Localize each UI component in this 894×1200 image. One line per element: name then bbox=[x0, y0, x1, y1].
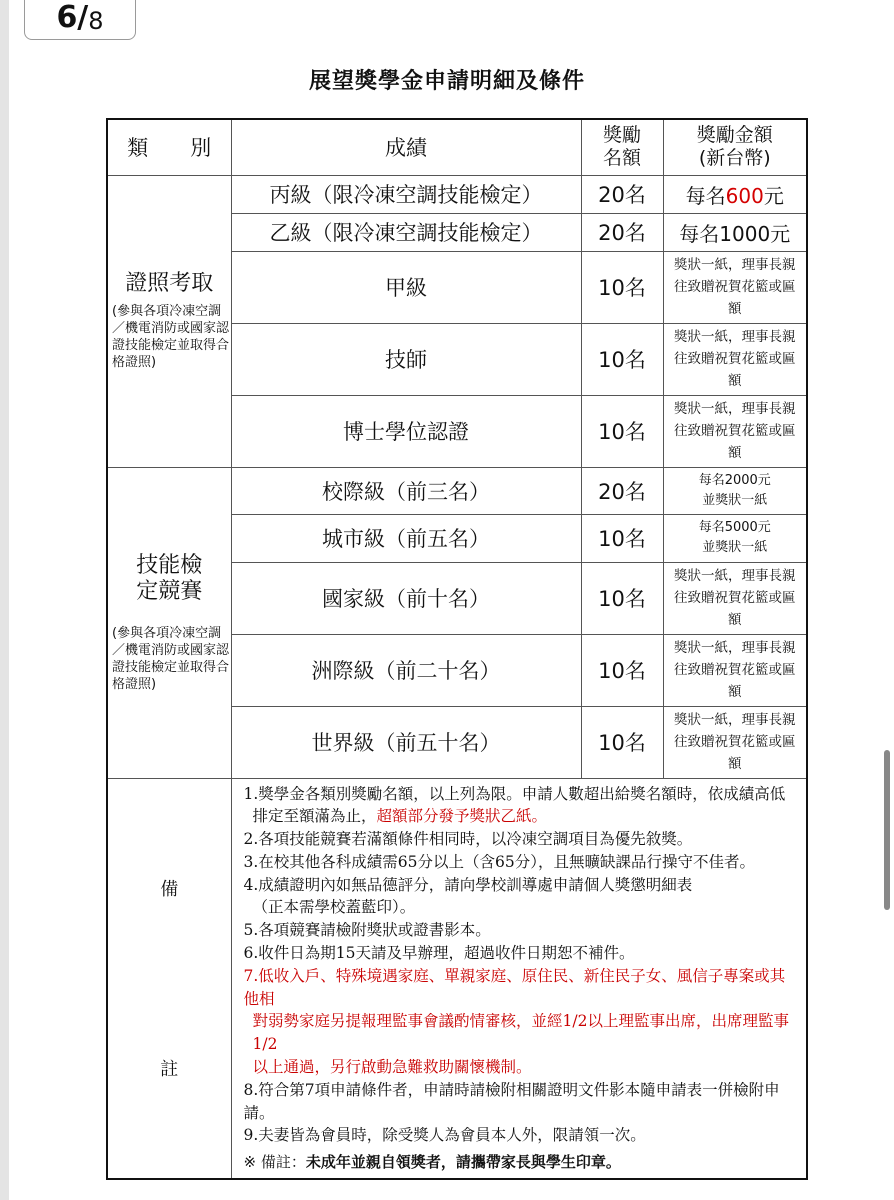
quota-cell: 10名 bbox=[581, 562, 663, 634]
remark-4b: （正本需學校蓋藍印）。 bbox=[252, 898, 416, 917]
category-name: 技能檢定競賽 bbox=[136, 552, 203, 604]
amount-cell: 獎狀一紙，理事長親 往致贈祝賀花籃或匾 額 bbox=[663, 395, 807, 467]
quota-cell: 10名 bbox=[581, 706, 663, 778]
remark-7c: 以上通過，另行啟動急難救助關懷機制。 bbox=[252, 1058, 532, 1077]
header-amount: 獎勵金額 (新台幣) bbox=[663, 119, 807, 175]
quota-cell: 10名 bbox=[581, 395, 663, 467]
category-note: (參與各項冷凍空調／機電消防或國家認證技能檢定並取得合格證照) bbox=[112, 625, 230, 692]
total-pages: 8 bbox=[88, 7, 104, 35]
amount-cell: 每名5000元 並獎狀一紙 bbox=[663, 514, 807, 562]
table-header-row bbox=[107, 119, 807, 175]
remark-4a: 4.成績證明內如無品德評分，請向學校訓導處申請個人獎懲明細表 bbox=[243, 875, 693, 894]
amount-cell: 獎狀一紙，理事長親 往致贈祝賀花籃或匾 額 bbox=[663, 562, 807, 634]
grade-cell: 城市級（前五名） bbox=[231, 514, 581, 562]
viewer-left-edge bbox=[0, 0, 9, 1200]
header-grade: 成績 bbox=[231, 119, 581, 175]
category-cell-competition bbox=[107, 467, 231, 778]
remark-1b: 排定至額滿為止，超額部分發予獎狀乙紙。 bbox=[252, 807, 548, 826]
scholarship-table bbox=[106, 118, 808, 1180]
remark-8: 8.符合第7項申請條件者，申請時請檢附相關證明文件影本隨申請表一併檢附申請。 bbox=[243, 1080, 780, 1122]
grade-cell: 甲級 bbox=[231, 251, 581, 323]
document-title: 展望獎學金申請明細及條件 bbox=[308, 69, 585, 94]
remarks-row bbox=[107, 778, 807, 1179]
grade-cell: 校際級（前三名） bbox=[231, 467, 581, 514]
header-category: 類 別 bbox=[107, 119, 231, 175]
remark-final: ※ 備註：未成年並親自領獎者，請攜帶家長與學生印章。 bbox=[243, 1153, 621, 1172]
category-cell-license bbox=[107, 175, 231, 467]
grade-cell: 乙級（限冷凍空調技能檢定） bbox=[231, 213, 581, 251]
amount-cell: 獎狀一紙，理事長親 往致贈祝賀花籃或匾 額 bbox=[663, 323, 807, 395]
category-name: 證照考取 bbox=[125, 271, 214, 296]
grade-cell: 世界級（前五十名） bbox=[231, 706, 581, 778]
remark-3: 3.在校其他各科成績需65分以上（含65分），且無曠缺課品行操守不佳者。 bbox=[243, 852, 755, 871]
remark-9: 9.夫妻皆為會員時，除受獎人為會員本人外，限請領一次。 bbox=[243, 1126, 646, 1145]
quota-cell: 20名 bbox=[581, 467, 663, 514]
grade-cell: 丙級（限冷凍空調技能檢定） bbox=[231, 175, 581, 213]
amount-cell: 每名2000元 並獎狀一紙 bbox=[663, 467, 807, 514]
remarks-label-2: 註 bbox=[160, 1059, 179, 1081]
table-row bbox=[107, 467, 807, 514]
grade-cell: 技師 bbox=[231, 323, 581, 395]
remark-7a: 7.低收入戶、特殊境遇家庭、單親家庭、原住民、新住民子女、風信子專案或其他相 bbox=[243, 966, 786, 1008]
amount-cell: 每名1000元 bbox=[663, 213, 807, 251]
quota-cell: 20名 bbox=[581, 175, 663, 213]
remark-2: 2.各項技能競賽若滿額條件相同時，以冷凍空調項目為優先敘獎。 bbox=[243, 830, 693, 849]
remark-1a: 1.獎學金各類別獎勵名額，以上列為限。申請人數超出給獎名額時，依成績高低 bbox=[243, 784, 786, 803]
remark-6: 6.收件日為期15天請及早辦理，超過收件日期恕不補件。 bbox=[243, 944, 635, 963]
header-quota: 獎勵 名額 bbox=[581, 119, 663, 175]
grade-cell: 國家級（前十名） bbox=[231, 562, 581, 634]
category-note: (參與各項冷凍空調／機電消防或國家認證技能檢定並取得合格證照) bbox=[112, 304, 230, 370]
remark-5: 5.各項競賽請檢附獎狀或證書影本。 bbox=[243, 921, 491, 940]
amount-cell: 獎狀一紙，理事長親 往致贈祝賀花籃或匾 額 bbox=[663, 634, 807, 706]
quota-cell: 10名 bbox=[581, 251, 663, 323]
current-page: 6/ bbox=[56, 0, 89, 35]
page-indicator[interactable] bbox=[24, 0, 136, 40]
remarks-content bbox=[231, 778, 807, 1179]
scrollbar-thumb[interactable] bbox=[884, 750, 890, 910]
grade-cell: 博士學位認證 bbox=[231, 395, 581, 467]
grade-cell: 洲際級（前二十名） bbox=[231, 634, 581, 706]
amount-cell: 獎狀一紙，理事長親 往致贈祝賀花籃或匾 額 bbox=[663, 706, 807, 778]
amount-cell: 獎狀一紙，理事長親 往致贈祝賀花籃或匾 額 bbox=[663, 251, 807, 323]
table-row bbox=[107, 175, 807, 213]
quota-cell: 10名 bbox=[581, 323, 663, 395]
amount-cell: 每名600元 bbox=[663, 175, 807, 213]
remarks-label-1: 備 bbox=[160, 879, 179, 901]
quota-cell: 20名 bbox=[581, 213, 663, 251]
remarks-label-cell bbox=[107, 778, 231, 1179]
remark-7b: 對弱勢家庭另提報理監事會議酌情審核，並經1/2以上理監事出席，出席理監事1/2 bbox=[252, 1012, 789, 1054]
quota-cell: 10名 bbox=[581, 634, 663, 706]
quota-cell: 10名 bbox=[581, 514, 663, 562]
